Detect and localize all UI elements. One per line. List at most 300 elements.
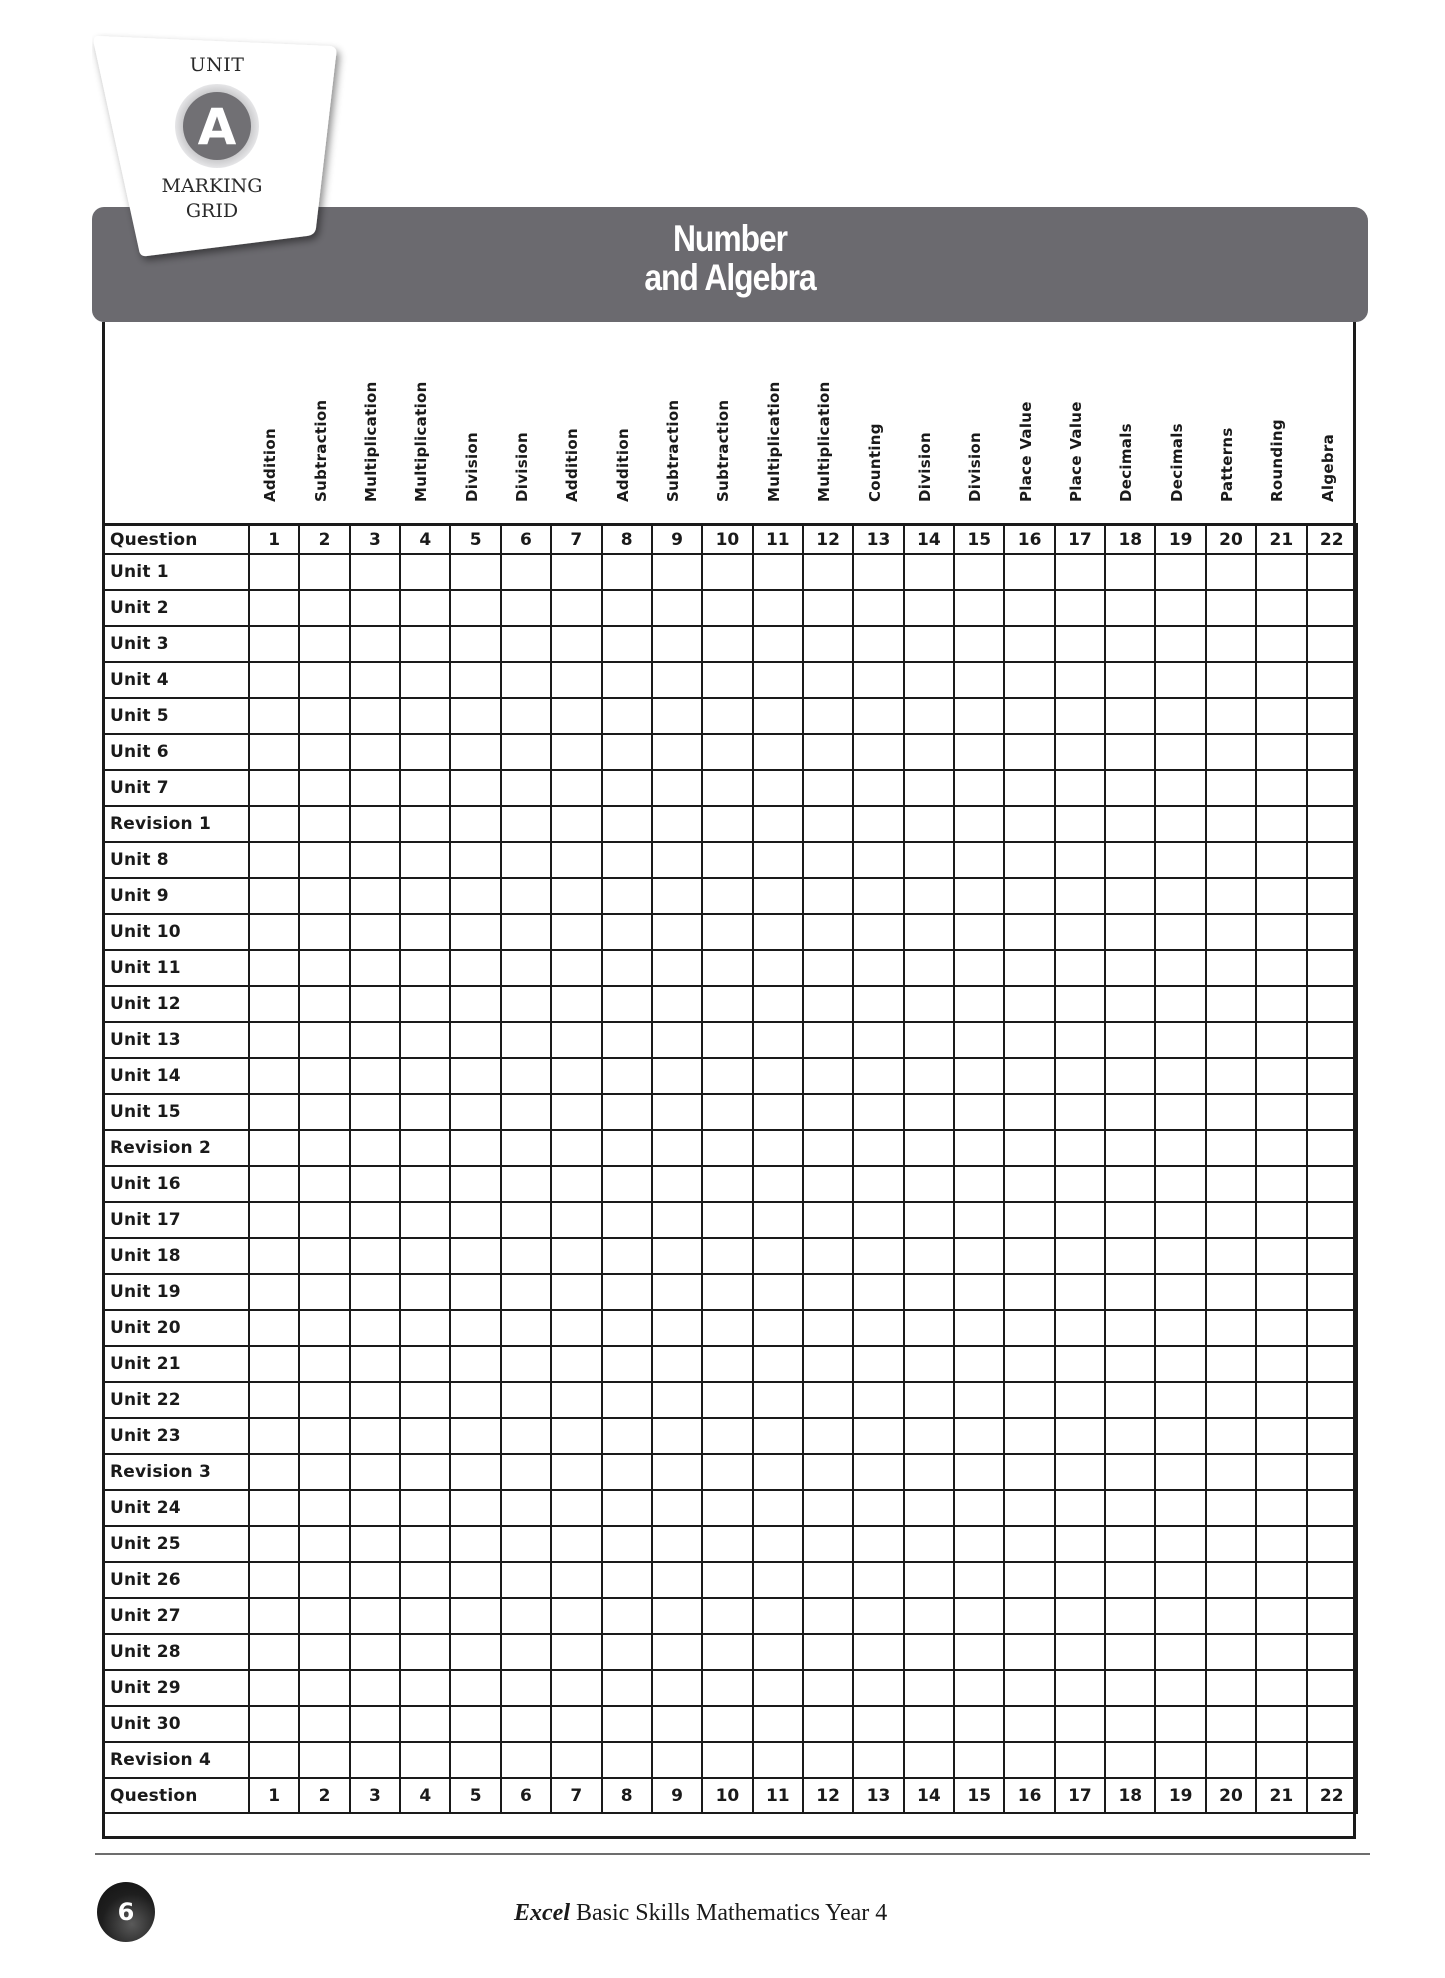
mark-cell[interactable] [853,662,903,698]
mark-cell[interactable] [602,1094,652,1130]
mark-cell[interactable] [904,734,954,770]
mark-cell[interactable] [954,1382,1004,1418]
mark-cell[interactable] [1256,1238,1306,1274]
mark-cell[interactable] [450,878,500,914]
mark-cell[interactable] [904,1274,954,1310]
mark-cell[interactable] [1004,626,1054,662]
mark-cell[interactable] [602,626,652,662]
mark-cell[interactable] [1307,626,1357,662]
mark-cell[interactable] [551,1562,601,1598]
mark-cell[interactable] [299,662,349,698]
mark-cell[interactable] [853,734,903,770]
mark-cell[interactable] [602,698,652,734]
mark-cell[interactable] [1256,986,1306,1022]
mark-cell[interactable] [1105,878,1155,914]
mark-cell[interactable] [904,554,954,590]
mark-cell[interactable] [299,770,349,806]
mark-cell[interactable] [652,1166,702,1202]
mark-cell[interactable] [1105,1562,1155,1598]
mark-cell[interactable] [400,1634,450,1670]
mark-cell[interactable] [450,1238,500,1274]
mark-cell[interactable] [702,1346,752,1382]
mark-cell[interactable] [1256,1418,1306,1454]
mark-cell[interactable] [1256,1454,1306,1490]
mark-cell[interactable] [350,1310,400,1346]
mark-cell[interactable] [753,950,803,986]
mark-cell[interactable] [350,1418,400,1454]
mark-cell[interactable] [954,878,1004,914]
mark-cell[interactable] [1055,1670,1105,1706]
mark-cell[interactable] [803,1454,853,1490]
mark-cell[interactable] [1105,842,1155,878]
mark-cell[interactable] [1155,1598,1205,1634]
mark-cell[interactable] [1004,1094,1054,1130]
mark-cell[interactable] [853,1526,903,1562]
mark-cell[interactable] [602,950,652,986]
mark-cell[interactable] [400,1526,450,1562]
mark-cell[interactable] [350,1526,400,1562]
mark-cell[interactable] [602,1634,652,1670]
mark-cell[interactable] [1155,950,1205,986]
mark-cell[interactable] [501,1490,551,1526]
mark-cell[interactable] [551,914,601,950]
mark-cell[interactable] [702,1526,752,1562]
mark-cell[interactable] [400,1274,450,1310]
mark-cell[interactable] [1105,806,1155,842]
mark-cell[interactable] [1004,1634,1054,1670]
mark-cell[interactable] [299,1634,349,1670]
mark-cell[interactable] [602,1598,652,1634]
mark-cell[interactable] [1256,842,1306,878]
mark-cell[interactable] [803,1130,853,1166]
mark-cell[interactable] [450,662,500,698]
mark-cell[interactable] [501,1634,551,1670]
mark-cell[interactable] [753,878,803,914]
mark-cell[interactable] [1256,1634,1306,1670]
mark-cell[interactable] [602,1382,652,1418]
mark-cell[interactable] [1155,842,1205,878]
mark-cell[interactable] [249,1742,299,1778]
mark-cell[interactable] [803,842,853,878]
mark-cell[interactable] [450,554,500,590]
mark-cell[interactable] [551,1346,601,1382]
mark-cell[interactable] [299,1454,349,1490]
mark-cell[interactable] [400,986,450,1022]
mark-cell[interactable] [299,1490,349,1526]
mark-cell[interactable] [350,914,400,950]
mark-cell[interactable] [1206,1022,1256,1058]
mark-cell[interactable] [299,1382,349,1418]
mark-cell[interactable] [1155,1562,1205,1598]
mark-cell[interactable] [954,1202,1004,1238]
mark-cell[interactable] [501,986,551,1022]
mark-cell[interactable] [551,698,601,734]
mark-cell[interactable] [602,1490,652,1526]
mark-cell[interactable] [753,806,803,842]
mark-cell[interactable] [350,626,400,662]
mark-cell[interactable] [803,1274,853,1310]
mark-cell[interactable] [551,1490,601,1526]
mark-cell[interactable] [1206,1706,1256,1742]
mark-cell[interactable] [501,1526,551,1562]
mark-cell[interactable] [803,1490,853,1526]
mark-cell[interactable] [350,1166,400,1202]
mark-cell[interactable] [501,878,551,914]
mark-cell[interactable] [1055,1562,1105,1598]
mark-cell[interactable] [1155,914,1205,950]
mark-cell[interactable] [853,1670,903,1706]
mark-cell[interactable] [1155,626,1205,662]
mark-cell[interactable] [551,1274,601,1310]
mark-cell[interactable] [551,662,601,698]
mark-cell[interactable] [753,1382,803,1418]
mark-cell[interactable] [1004,1022,1054,1058]
mark-cell[interactable] [853,1094,903,1130]
mark-cell[interactable] [1105,950,1155,986]
mark-cell[interactable] [450,1670,500,1706]
mark-cell[interactable] [1055,734,1105,770]
mark-cell[interactable] [400,626,450,662]
mark-cell[interactable] [1155,1166,1205,1202]
mark-cell[interactable] [702,878,752,914]
mark-cell[interactable] [1004,1058,1054,1094]
mark-cell[interactable] [501,1022,551,1058]
mark-cell[interactable] [249,698,299,734]
mark-cell[interactable] [299,986,349,1022]
mark-cell[interactable] [350,734,400,770]
mark-cell[interactable] [249,770,299,806]
mark-cell[interactable] [501,914,551,950]
mark-cell[interactable] [702,1382,752,1418]
mark-cell[interactable] [803,1562,853,1598]
mark-cell[interactable] [803,1346,853,1382]
mark-cell[interactable] [1155,734,1205,770]
mark-cell[interactable] [1256,1310,1306,1346]
mark-cell[interactable] [501,626,551,662]
mark-cell[interactable] [1206,1202,1256,1238]
mark-cell[interactable] [954,1130,1004,1166]
mark-cell[interactable] [1206,626,1256,662]
mark-cell[interactable] [1307,914,1357,950]
mark-cell[interactable] [450,1562,500,1598]
mark-cell[interactable] [1004,1418,1054,1454]
mark-cell[interactable] [501,1058,551,1094]
mark-cell[interactable] [652,914,702,950]
mark-cell[interactable] [753,1346,803,1382]
mark-cell[interactable] [803,950,853,986]
mark-cell[interactable] [853,950,903,986]
mark-cell[interactable] [299,1310,349,1346]
mark-cell[interactable] [1256,590,1306,626]
mark-cell[interactable] [853,554,903,590]
mark-cell[interactable] [551,806,601,842]
mark-cell[interactable] [1256,878,1306,914]
mark-cell[interactable] [400,698,450,734]
mark-cell[interactable] [652,698,702,734]
mark-cell[interactable] [350,1058,400,1094]
mark-cell[interactable] [1004,914,1054,950]
mark-cell[interactable] [1206,950,1256,986]
mark-cell[interactable] [803,1526,853,1562]
mark-cell[interactable] [400,1094,450,1130]
mark-cell[interactable] [1206,1418,1256,1454]
mark-cell[interactable] [1155,1238,1205,1274]
mark-cell[interactable] [1105,1526,1155,1562]
mark-cell[interactable] [753,1310,803,1346]
mark-cell[interactable] [904,1382,954,1418]
mark-cell[interactable] [753,1634,803,1670]
mark-cell[interactable] [753,1022,803,1058]
mark-cell[interactable] [1307,662,1357,698]
mark-cell[interactable] [904,770,954,806]
mark-cell[interactable] [249,1490,299,1526]
mark-cell[interactable] [450,986,500,1022]
mark-cell[interactable] [501,1166,551,1202]
mark-cell[interactable] [299,1598,349,1634]
mark-cell[interactable] [904,1634,954,1670]
mark-cell[interactable] [501,554,551,590]
mark-cell[interactable] [1155,878,1205,914]
mark-cell[interactable] [350,1346,400,1382]
mark-cell[interactable] [904,1238,954,1274]
mark-cell[interactable] [853,1130,903,1166]
mark-cell[interactable] [1055,1094,1105,1130]
mark-cell[interactable] [702,842,752,878]
mark-cell[interactable] [904,1562,954,1598]
mark-cell[interactable] [299,878,349,914]
mark-cell[interactable] [450,914,500,950]
mark-cell[interactable] [450,950,500,986]
mark-cell[interactable] [299,914,349,950]
mark-cell[interactable] [1307,1562,1357,1598]
mark-cell[interactable] [1256,1490,1306,1526]
mark-cell[interactable] [1105,1346,1155,1382]
mark-cell[interactable] [1206,770,1256,806]
mark-cell[interactable] [753,1454,803,1490]
mark-cell[interactable] [249,1130,299,1166]
mark-cell[interactable] [1206,1670,1256,1706]
mark-cell[interactable] [1155,1490,1205,1526]
mark-cell[interactable] [1307,554,1357,590]
mark-cell[interactable] [249,1454,299,1490]
mark-cell[interactable] [803,914,853,950]
mark-cell[interactable] [249,806,299,842]
mark-cell[interactable] [501,1274,551,1310]
mark-cell[interactable] [803,1382,853,1418]
mark-cell[interactable] [400,554,450,590]
mark-cell[interactable] [1206,986,1256,1022]
mark-cell[interactable] [904,1598,954,1634]
mark-cell[interactable] [551,1634,601,1670]
mark-cell[interactable] [350,1238,400,1274]
mark-cell[interactable] [954,1526,1004,1562]
mark-cell[interactable] [1055,842,1105,878]
mark-cell[interactable] [602,914,652,950]
mark-cell[interactable] [1105,1202,1155,1238]
mark-cell[interactable] [249,1022,299,1058]
mark-cell[interactable] [1206,698,1256,734]
mark-cell[interactable] [602,734,652,770]
mark-cell[interactable] [350,1454,400,1490]
mark-cell[interactable] [652,554,702,590]
mark-cell[interactable] [1055,626,1105,662]
mark-cell[interactable] [450,1634,500,1670]
mark-cell[interactable] [249,1418,299,1454]
mark-cell[interactable] [1155,1454,1205,1490]
mark-cell[interactable] [1155,698,1205,734]
mark-cell[interactable] [1155,1022,1205,1058]
mark-cell[interactable] [501,1238,551,1274]
mark-cell[interactable] [904,662,954,698]
mark-cell[interactable] [904,986,954,1022]
mark-cell[interactable] [501,1130,551,1166]
mark-cell[interactable] [652,1346,702,1382]
mark-cell[interactable] [1105,1454,1155,1490]
mark-cell[interactable] [1307,806,1357,842]
mark-cell[interactable] [450,1454,500,1490]
mark-cell[interactable] [954,770,1004,806]
mark-cell[interactable] [1307,1094,1357,1130]
mark-cell[interactable] [1307,1706,1357,1742]
mark-cell[interactable] [853,1742,903,1778]
mark-cell[interactable] [954,1562,1004,1598]
mark-cell[interactable] [1105,662,1155,698]
mark-cell[interactable] [299,1238,349,1274]
mark-cell[interactable] [299,950,349,986]
mark-cell[interactable] [450,806,500,842]
mark-cell[interactable] [1004,734,1054,770]
mark-cell[interactable] [1155,662,1205,698]
mark-cell[interactable] [501,1670,551,1706]
mark-cell[interactable] [551,1382,601,1418]
mark-cell[interactable] [954,1490,1004,1526]
mark-cell[interactable] [904,1670,954,1706]
mark-cell[interactable] [1055,1238,1105,1274]
mark-cell[interactable] [904,1706,954,1742]
mark-cell[interactable] [602,1238,652,1274]
mark-cell[interactable] [551,1022,601,1058]
mark-cell[interactable] [904,1058,954,1094]
mark-cell[interactable] [753,914,803,950]
mark-cell[interactable] [1256,1130,1306,1166]
mark-cell[interactable] [904,1490,954,1526]
mark-cell[interactable] [1155,1742,1205,1778]
mark-cell[interactable] [853,1310,903,1346]
mark-cell[interactable] [1004,1238,1054,1274]
mark-cell[interactable] [1105,986,1155,1022]
mark-cell[interactable] [853,1202,903,1238]
mark-cell[interactable] [1256,662,1306,698]
mark-cell[interactable] [1105,1598,1155,1634]
mark-cell[interactable] [702,1598,752,1634]
mark-cell[interactable] [299,1202,349,1238]
mark-cell[interactable] [350,1490,400,1526]
mark-cell[interactable] [1307,1274,1357,1310]
mark-cell[interactable] [702,1022,752,1058]
mark-cell[interactable] [450,1742,500,1778]
mark-cell[interactable] [249,1346,299,1382]
mark-cell[interactable] [1206,662,1256,698]
mark-cell[interactable] [1206,1166,1256,1202]
mark-cell[interactable] [249,1634,299,1670]
mark-cell[interactable] [602,1058,652,1094]
mark-cell[interactable] [249,1598,299,1634]
mark-cell[interactable] [1105,1058,1155,1094]
mark-cell[interactable] [350,1598,400,1634]
mark-cell[interactable] [602,770,652,806]
mark-cell[interactable] [1055,1742,1105,1778]
mark-cell[interactable] [299,1130,349,1166]
mark-cell[interactable] [803,1418,853,1454]
mark-cell[interactable] [299,554,349,590]
mark-cell[interactable] [904,878,954,914]
mark-cell[interactable] [1105,1382,1155,1418]
mark-cell[interactable] [299,842,349,878]
mark-cell[interactable] [1055,1130,1105,1166]
mark-cell[interactable] [350,878,400,914]
mark-cell[interactable] [1307,1058,1357,1094]
mark-cell[interactable] [602,986,652,1022]
mark-cell[interactable] [853,1598,903,1634]
mark-cell[interactable] [249,1238,299,1274]
mark-cell[interactable] [1004,1562,1054,1598]
mark-cell[interactable] [1055,1202,1105,1238]
mark-cell[interactable] [350,698,400,734]
mark-cell[interactable] [249,734,299,770]
mark-cell[interactable] [450,1094,500,1130]
mark-cell[interactable] [1307,1598,1357,1634]
mark-cell[interactable] [753,590,803,626]
mark-cell[interactable] [702,662,752,698]
mark-cell[interactable] [551,1094,601,1130]
mark-cell[interactable] [954,842,1004,878]
mark-cell[interactable] [602,878,652,914]
mark-cell[interactable] [1206,1562,1256,1598]
mark-cell[interactable] [853,1346,903,1382]
mark-cell[interactable] [1055,1346,1105,1382]
mark-cell[interactable] [602,662,652,698]
mark-cell[interactable] [1206,1454,1256,1490]
mark-cell[interactable] [450,698,500,734]
mark-cell[interactable] [1206,1346,1256,1382]
mark-cell[interactable] [551,554,601,590]
mark-cell[interactable] [753,1094,803,1130]
mark-cell[interactable] [350,770,400,806]
mark-cell[interactable] [450,1274,500,1310]
mark-cell[interactable] [551,734,601,770]
mark-cell[interactable] [1105,626,1155,662]
mark-cell[interactable] [299,590,349,626]
mark-cell[interactable] [753,1526,803,1562]
mark-cell[interactable] [1004,1706,1054,1742]
mark-cell[interactable] [450,1526,500,1562]
mark-cell[interactable] [1004,1382,1054,1418]
mark-cell[interactable] [1155,1202,1205,1238]
mark-cell[interactable] [652,626,702,662]
mark-cell[interactable] [551,1454,601,1490]
mark-cell[interactable] [1055,806,1105,842]
mark-cell[interactable] [803,662,853,698]
mark-cell[interactable] [249,626,299,662]
mark-cell[interactable] [1206,1634,1256,1670]
mark-cell[interactable] [954,1238,1004,1274]
mark-cell[interactable] [753,626,803,662]
mark-cell[interactable] [602,1166,652,1202]
mark-cell[interactable] [1155,1130,1205,1166]
mark-cell[interactable] [1004,1454,1054,1490]
mark-cell[interactable] [400,1742,450,1778]
mark-cell[interactable] [1307,770,1357,806]
